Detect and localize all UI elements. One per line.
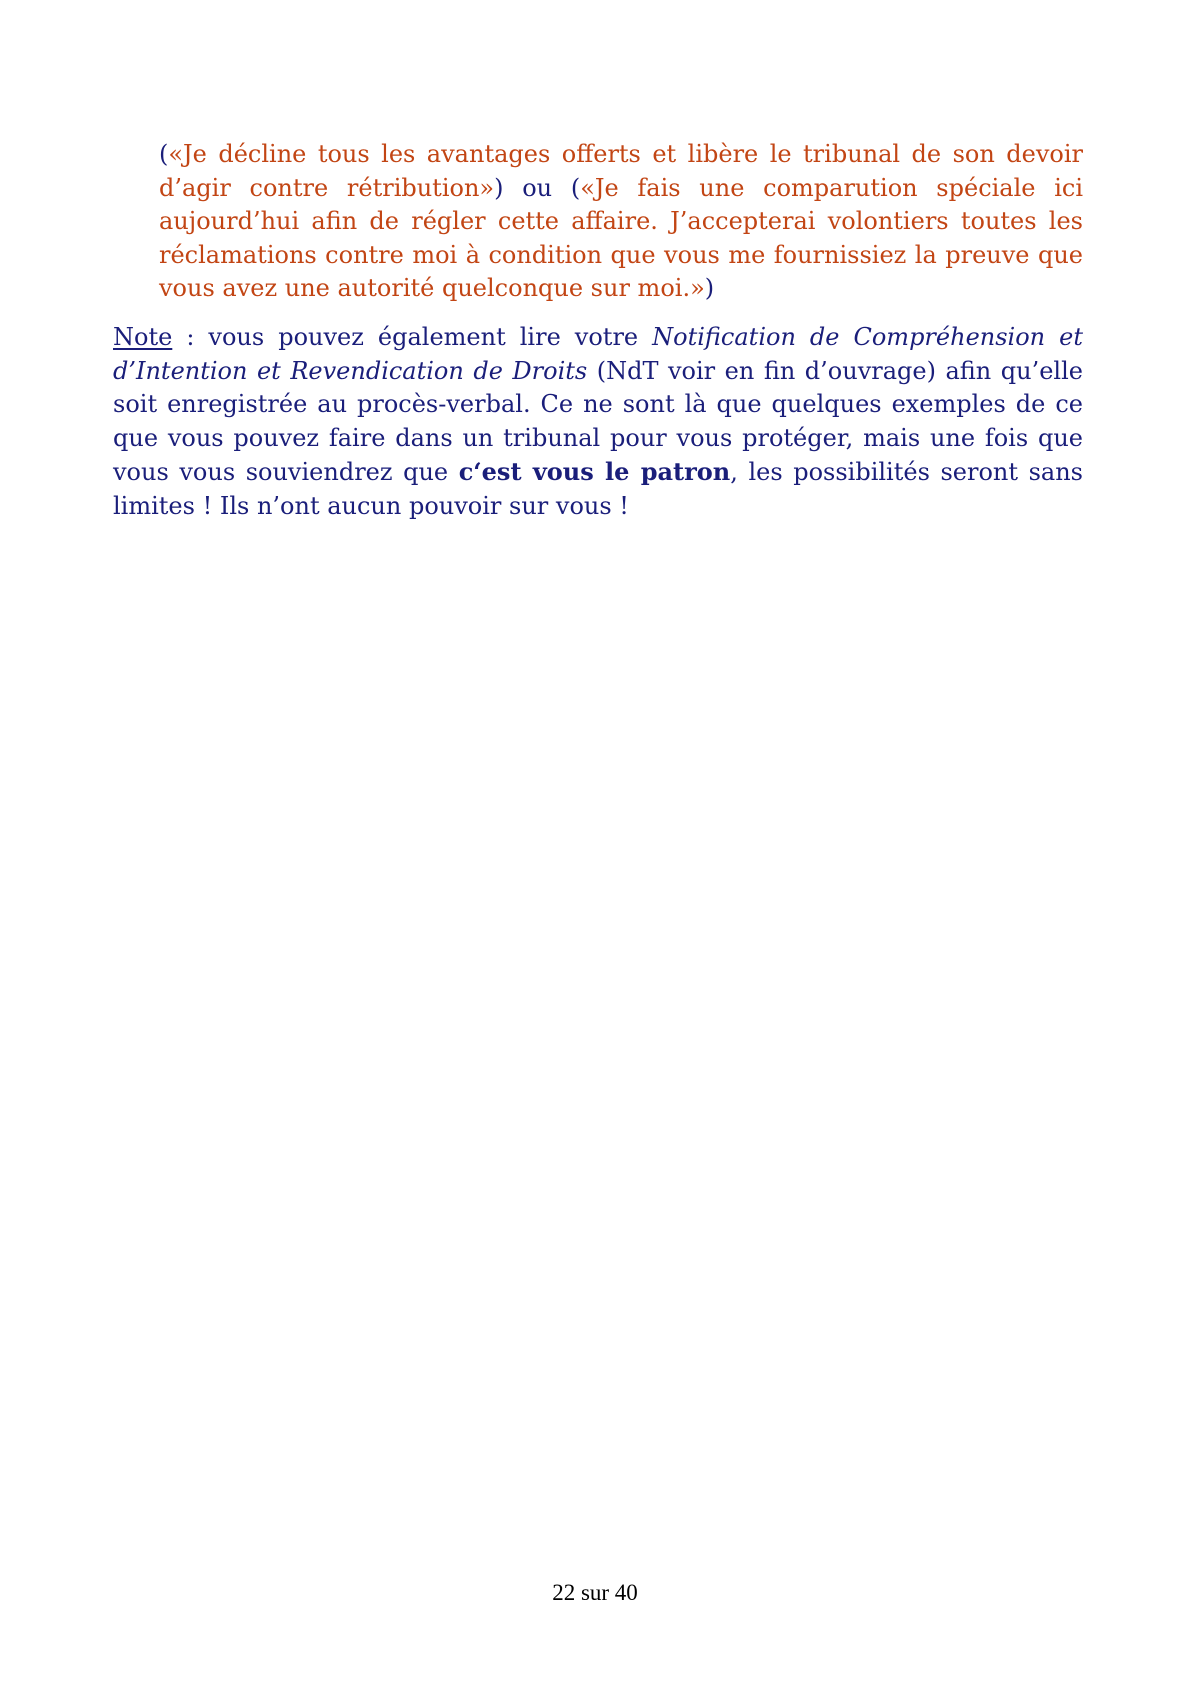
quote-close-paren-2: ) [704,274,715,302]
quote-open-paren-1: ( [159,140,169,168]
quote-paragraph [159,138,1083,306]
note-bold-phrase: c‘est vous le patron [458,457,731,486]
page-number-footer: 22 sur 40 [552,1580,638,1605]
quote-text-1: «Je décline tous les avantages offerts et libère le tribunal de son devoir d’agir contre rétribution» [159,140,1083,202]
quote-text-2: «Je fais une comparution spéciale ici aujourd’hui afin de régler cette affaire. J’accepterai volontiers toutes les réclamations contre moi à condition que vous me fournissiez la preuve que vous avez une autorité quelconque sur moi.» [159,173,1083,302]
note-paragraph [113,321,1083,523]
note-label: Note [113,323,173,351]
quote-open-paren-2: ( [570,173,581,202]
note-text-3: , les possibilités seront sans limites ! Ils n’ont aucun pouvoir sur vous ! [113,458,1083,520]
note-text-2: (NdT voir en fin d’ouvrage) afin qu’elle soit enregistrée au procès-verbal. Ce ne sont là que quelques exemples de ce que vous pouvez faire dans un tribunal pour vous protéger, mais une fois que vous vous souviendrez que [113,356,1083,486]
quote-close-paren-1: ) [494,173,504,202]
note-italic-title: Notification de Compréhension et d’Intention et Revendication de Droits [113,323,1083,385]
note-text-1: : vous pouvez également lire votre [172,323,653,351]
quote-connector: ou [503,173,571,202]
